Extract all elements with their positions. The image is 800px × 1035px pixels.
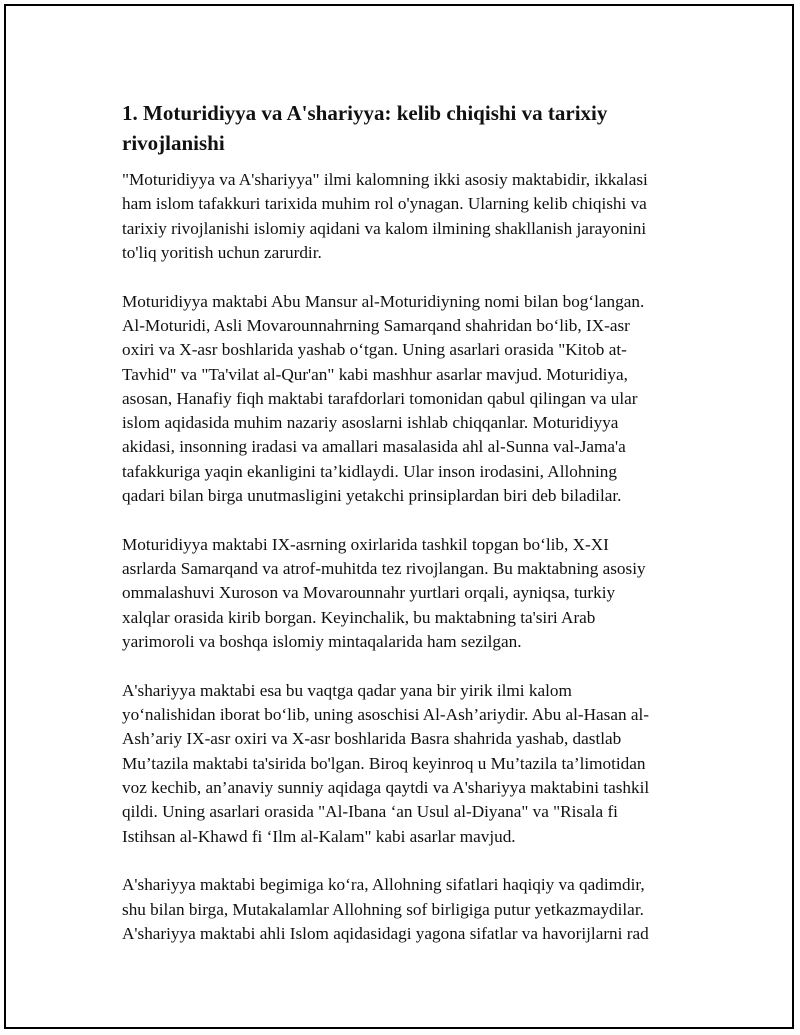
paragraph-moturidiyya-origin: Moturidiyya maktabi Abu Mansur al-Moturidiyning nomi bilan bog‘langan. Al-Moturidi, Asli Movarounnahrning Samarqand shahridan bo‘lib, IX-asr oxiri va X-asr boshlarida yashab o‘tgan. Uning asarlari orasida "Kitob at- Tavhid" va "Ta'vilat al-Qur'an" kabi mashhur asarlar mavjud. Moturidiya, asosan, Hanafiy fiqh maktabi tarafdorlari tomonidan qabul qilingan va ular islom aqidasida muhim nazariy asoslarni ishlab chiqqanlar. Moturidiyya akidasi, insonning iradasi va amallari masalasida ahl al-Sunna val-Jama'a tafakkuriga yaqin ekanligini ta’kidlaydi. Ular inson irodasini, Allohning qadari bilan birga unutmasligini yetakchi prinsiplardan biri deb biladilar. [122, 291, 645, 506]
section-heading: 1. Moturidiyya va A'shariyya: kelib chiqishi va tarixiy rivojlanishi [122, 101, 608, 155]
document-body [122, 98, 692, 971]
paragraph-intro: "Moturidiyya va A'shariyya" ilmi kalomning ikki asosiy maktabidir, ikkalasi ham islom tafakkuri tarixida muhim rol o'ynagan. Ularning kelib chiqishi va tarixiy rivojlanishi islomiy aqidani va kalom ilmining shakllanish jarayonini to'liq yoritish uchun zarurdir. [122, 170, 648, 262]
page-frame [4, 4, 794, 1029]
paragraph-ashariyya-origin: A'shariyya maktabi esa bu vaqtga qadar yana bir yirik ilmi kalom yo‘nalishidan iborat bo‘lib, uning asoschisi Al-Ash’ariydir. Abu al-Hasan al- Ash’ariy IX-asr oxiri va X-asr boshlarida Basra shahrida yashab, dastlab Mu’tazila maktabi ta'sirida bo'lgan. Biroq keyinroq u Mu’tazila ta’limotidan voz kechib, an’anaviy sunniy aqidaga qaytdi va A'shariyya maktabini tashkil qildi. Uning asarlari orasida "Al-Ibana ‘an Usul al-Diyana" va "Risala fi Istihsan al-Khawd fi ‘Ilm al-Kalam" kabi asarlar mavjud. [122, 680, 650, 846]
paragraph-moturidiyya-spread: Moturidiyya maktabi IX-asrning oxirlarida tashkil topgan bo‘lib, X-XI asrlarda Samarqand va atrof-muhitda tez rivojlangan. Bu maktabning asosiy ommalashuvi Xuroson va Movarounnahr yurtlari orqali, ayniqsa, turkiy xalqlar orasida kirib borgan. Keyinchalik, bu maktabning ta'siri Arab yarimoroli va boshqa islomiy mintaqalarida ham sezilgan. [122, 534, 646, 652]
paragraph-ashariyya-doctrine: A'shariyya maktabi begimiga ko‘ra, Allohning sifatlari haqiqiy va qadimdir, shu bilan birga, Mutakalamlar Allohning sof birligiga putur yetkazmaydilar. A'shariyya maktabi ahli Islom aqidasidagi yagona sifatlar va havorijlarni rad [122, 875, 649, 944]
